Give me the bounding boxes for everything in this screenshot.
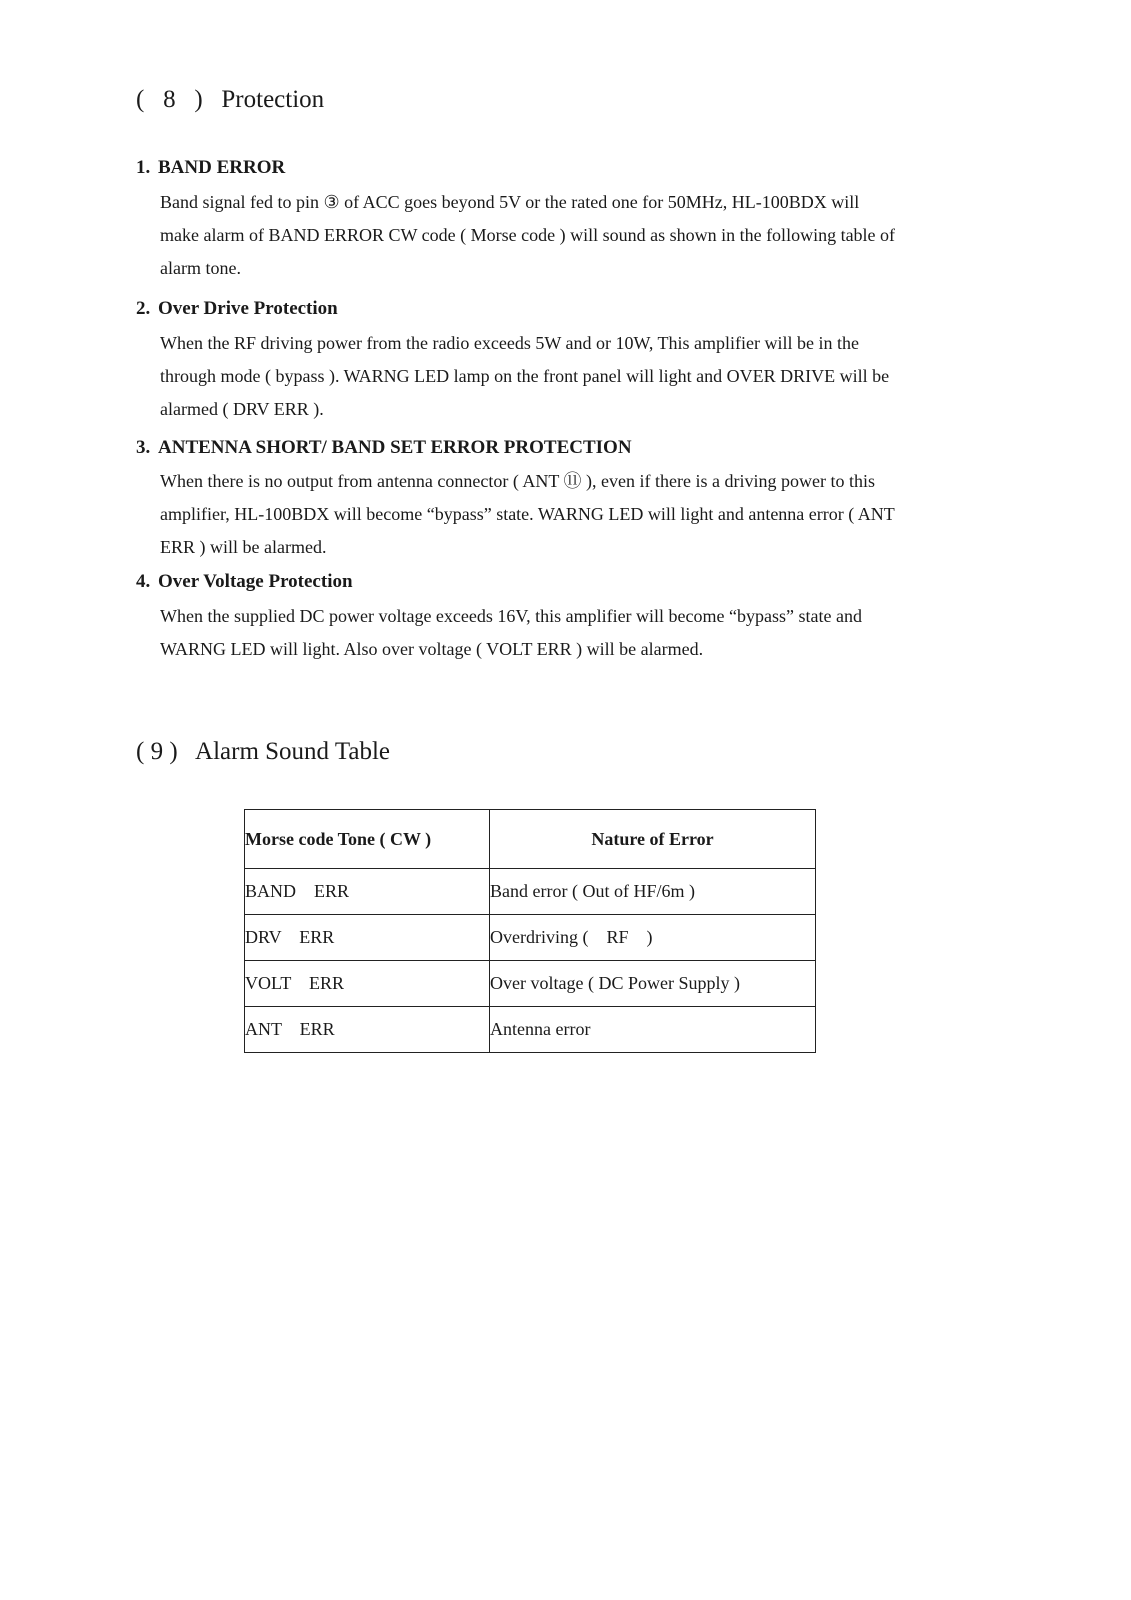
item-title-band-error [136, 157, 285, 179]
body-line: Band signal fed to pin ③ of ACC goes beyond 5V or the rated one for 50MHz, HL-100BDX will [160, 192, 860, 212]
item-body-over-voltage [160, 600, 975, 666]
table-cell-nature: Band error ( Out of HF/6m ) [490, 869, 816, 915]
body-line: through mode ( bypass ). WARNG LED lamp on the front panel will light and OVER DRIVE will be [160, 366, 890, 386]
item-body-antenna-short [160, 465, 975, 564]
item-title-text: Over Drive Protection [158, 298, 338, 319]
item-body-band-error [160, 186, 975, 285]
item-number: 2. [136, 298, 151, 319]
table-cell-code: VOLT ERR [245, 961, 490, 1007]
body-line: alarm tone. [160, 258, 241, 278]
item-title-text: ANTENNA SHORT/ BAND SET ERROR PROTECTION [158, 437, 632, 458]
table-cell-code: BAND ERR [245, 869, 490, 915]
alarm-sound-table [244, 809, 816, 1053]
table-row [245, 915, 816, 961]
table-header-row [245, 810, 816, 869]
body-line: When the supplied DC power voltage exceeds 16V, this amplifier will become “bypass” state and [160, 606, 862, 626]
table-row [245, 1007, 816, 1053]
item-title-text: Over Voltage Protection [158, 571, 353, 592]
section-heading-alarm-sound-table: ( 9 ) Alarm Sound Table [136, 738, 391, 765]
item-number: 3. [136, 437, 151, 458]
item-number: 4. [136, 571, 151, 592]
column-header-morse-code: Morse code Tone ( CW ) [245, 810, 490, 869]
table-row [245, 961, 816, 1007]
item-title-antenna-short [136, 437, 632, 459]
table-row [245, 869, 816, 915]
body-line: When the RF driving power from the radio exceeds 5W and or 10W, This amplifier will be in the [160, 333, 860, 353]
table-cell-nature: Antenna error [490, 1007, 816, 1053]
item-body-over-drive [160, 327, 975, 426]
section-heading-protection: ( 8 ) Protection [136, 86, 325, 113]
body-line: amplifier, HL-100BDX will become “bypass” state. WARNG LED will light and antenna error ( ANT [160, 504, 895, 524]
table-cell-code: ANT ERR [245, 1007, 490, 1053]
table-cell-nature: Overdriving ( RF ) [490, 915, 816, 961]
body-line: ERR ) will be alarmed. [160, 537, 327, 557]
item-title-over-voltage [136, 571, 353, 593]
table-cell-code: DRV ERR [245, 915, 490, 961]
body-line: WARNG LED will light. Also over voltage ( VOLT ERR ) will be alarmed. [160, 639, 704, 659]
item-title-over-drive [136, 298, 338, 320]
body-line: When there is no output from antenna connector ( ANT ⑪ ), even if there is a driving power to this [160, 471, 875, 491]
column-header-nature-of-error: Nature of Error [490, 810, 816, 869]
table-cell-nature: Over voltage ( DC Power Supply ) [490, 961, 816, 1007]
body-line: alarmed ( DRV ERR ). [160, 399, 324, 419]
item-number: 1. [136, 157, 151, 178]
item-title-text: BAND ERROR [158, 157, 286, 178]
body-line: make alarm of BAND ERROR CW code ( Morse code ) will sound as shown in the following table of [160, 225, 896, 245]
